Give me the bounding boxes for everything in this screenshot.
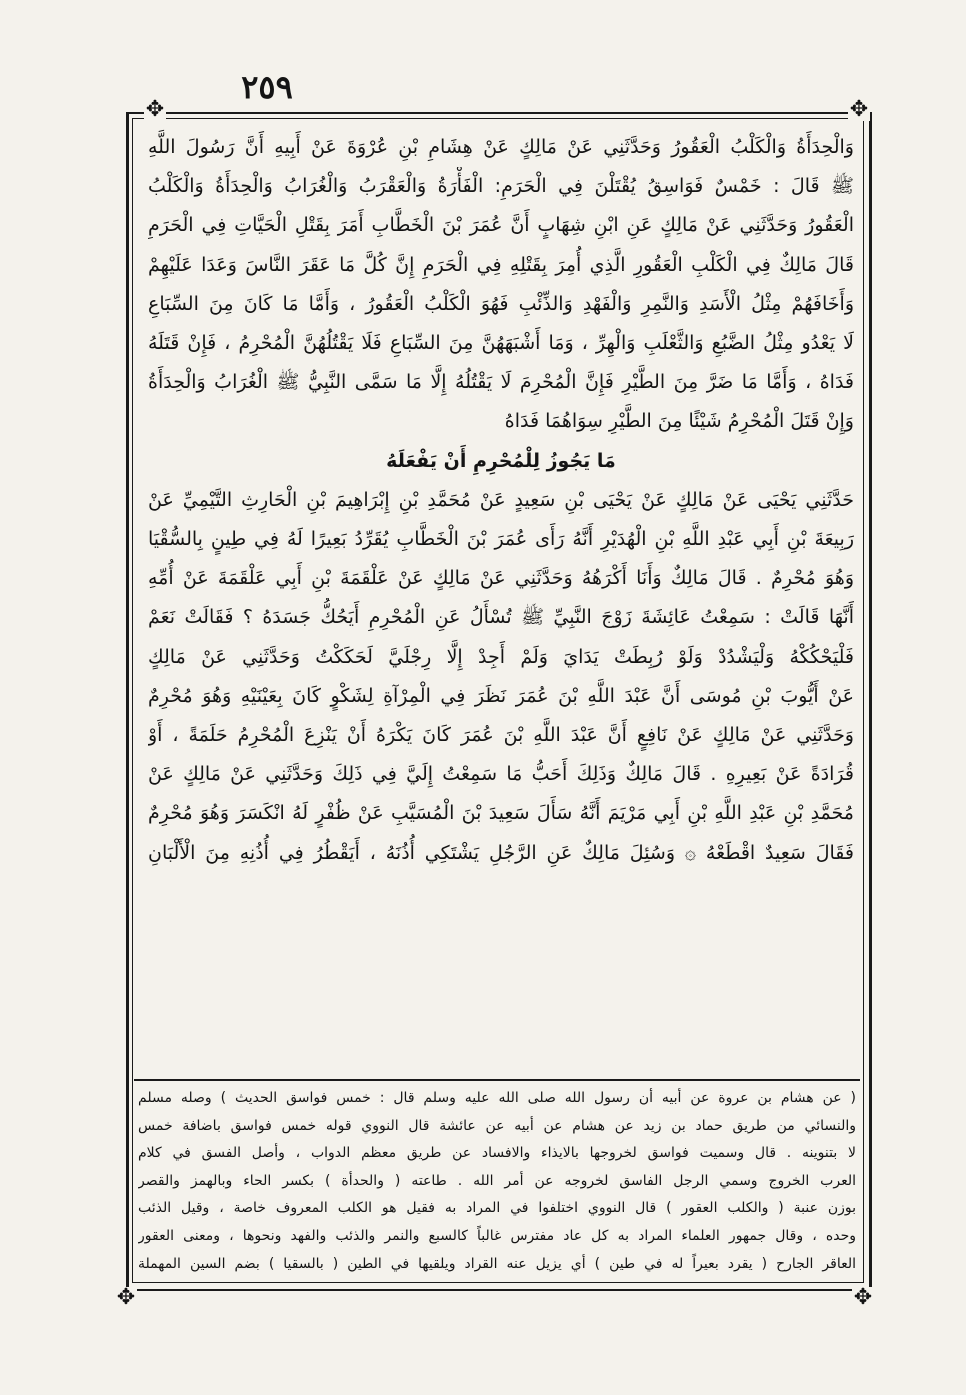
text-line: ﷺ قَالَ : خَمْسٌ فَوَاسِقُ يُقْتَلْنَ فِي الْحَرَمِ: الْفَأْرَةُ وَالْعَقْرَبُ وَالْغُرَابُ وَالْحِدَأَةُ وَالْكَلْبُ [148, 175, 854, 198]
text-line: فَقَالَ سَعِيدٌ اقْطَعْهُ ۞ وَسُئِلَ مَالِكٌ عَنِ الرَّجُلِ يَشْتَكِي أُذُنَهُ ، أَيَقْطُرُ فِي أُذُنِهِ مِنَ الْأَلْبَانِ [148, 841, 854, 864]
text-line: رَبِيعَةَ بْنِ أَبِي عَبْدِ اللَّهِ بْنِ الْهُدَيْرِ أَنَّهُ رَأَى عُمَرَ بْنَ الْخَطَّابِ يُقَرِّدُ بَعِيرًا لَهُ فِي طِينٍ بِالسُّقْيَا [148, 528, 854, 551]
corner-ornament-icon: ✥ [116, 1285, 136, 1310]
text-line: حَدَّثَنِي يَحْيَى عَنْ مَالِكٍ عَنْ يَحْيَى بْنِ سَعِيدٍ عَنْ مُحَمَّدِ بْنِ إِبْرَاهِيمَ بْنِ الْحَارِثِ التَّيْمِيِّ عَنْ [148, 488, 854, 511]
text-line: وَإِنْ قَتَلَ الْمُحْرِمُ شَيْئًا مِنَ الطَّيْرِ سِوَاهُمَا فَدَاهُ [504, 410, 854, 433]
text-line: فَدَاهُ ، وَأَمَّا مَا ضَرَّ مِنَ الطَّيْرِ فَإِنَّ الْمُحْرِمَ لَا يَقْتُلُهُ إِلَّا مَا سَمَّى النَّبِيُّ ﷺ الْغُرَابُ وَالْحِدَأَةُ [148, 371, 854, 394]
footnote-divider [134, 1079, 860, 1081]
main-text [148, 128, 854, 873]
text-line: فَلْيَحْكُكْهُ وَلْيَشْدُدْ وَلَوْ رُبِطَتْ يَدَايَ وَلَمْ أَجِدْ إِلَّا رِجْلَيَّ لَحَكَكْتُ وَحَدَّثَنِي عَنْ مَالِكٍ [148, 645, 854, 668]
text-line: الْعَقُورُ وَحَدَّثَنِي عَنْ مَالِكٍ عَنِ ابْنِ شِهَابٍ أَنَّ عُمَرَ بْنَ الْخَطَّابِ أَمَرَ بِقَتْلِ الْحَيَّاتِ فِي الْحَرَمِ [148, 214, 854, 237]
footnote-line: وحده ، وقال جمهور العلماء المراد به كل عاد مفترس غالباً كالسبع والنمر والذئب والفهد ونحوها ، ومعنى العقور [138, 1227, 856, 1244]
corner-ornament-icon: ✥ [145, 97, 165, 122]
footnote-line: والنسائي من طريق حماد بن زيد عن هشام عن أبيه عن عائشة قال النووي قوله خمس فواسق باضافة خمس [138, 1117, 856, 1134]
footnote-line: العرب الخروج وسمي الرجل الفاسق لخروجه عن أمر الله . طاعته ( والحدأة ) بكسر الحاء وبالهمز والقصر [138, 1172, 856, 1189]
text-line: قَالَ مَالِكٌ فِي الْكَلْبِ الْعَقُورِ الَّذِي أُمِرَ بِقَتْلِهِ فِي الْحَرَمِ إِنَّ كُلَّ مَا عَقَرَ النَّاسَ وَعَدَا عَلَيْهِمْ [148, 253, 854, 276]
footnotes [138, 1085, 856, 1278]
text-line: وَهُوَ مُحْرِمٌ . قَالَ مَالِكٌ وَأَنَا أَكْرَهُهُ وَحَدَّثَنِي عَنْ مَالِكٍ عَنْ عَلْقَمَةَ بْنِ أَبِي عَلْقَمَةَ عَنْ أُمِّهِ [148, 567, 854, 590]
footnote-line: لا بتنوينه . قال وسميت فواسق لخروجها بالايذاء والافساد عن طريق معظم الدواب ، وأصل الفسق في كلام [138, 1145, 856, 1162]
text-line: لَا يَعْدُو مِثْلُ الضَّبُعِ وَالثَّعْلَبِ وَالْهِرِّ ، وَمَا أَشْبَهَهُنَّ مِنَ السِّبَاعِ فَلَا يَقْتُلُهُنَّ الْمُحْرِمُ ، فَإِنْ قَتَلَهُ [148, 332, 854, 355]
footnote-line: ( عن هشام بن عروة عن أبيه أن رسول الله صلى الله عليه وسلم قال : خمس فواسق الحديث ) وصله مسلم [138, 1090, 856, 1106]
page-number: ٢٥٩ [241, 68, 293, 106]
text-line: مُحَمَّدِ بْنِ عَبْدِ اللَّهِ بْنِ أَبِي مَرْيَمَ أَنَّهُ سَأَلَ سَعِيدَ بْنَ الْمُسَيَّبِ عَنْ ظُفْرٍ لَهُ انْكَسَرَ وَهُوَ مُحْرِمٌ [148, 802, 854, 825]
footnote-line: العاقر الجارح ( يقرد بعيراً له في طين ) أي يزيل عنه القراد ويلقيها في الطين ( بالسقيا ) بضم السين المهملة [138, 1255, 856, 1272]
section-heading: مَا يَجُوزُ لِلْمُحْرِمِ أَنْ يَفْعَلَهُ [386, 449, 616, 472]
text-line: عَنْ أَيُّوبَ بْنِ مُوسَى أَنَّ عَبْدَ اللَّهِ بْنَ عُمَرَ نَظَرَ فِي الْمِرْآةِ لِشَكْوٍ كَانَ بِعَيْنَيْهِ وَهُوَ مُحْرِمٌ [148, 684, 854, 707]
text-line: وَأَخَافَهُمْ مِثْلُ الْأَسَدِ وَالنَّمِرِ وَالْفَهْدِ وَالذِّئْبِ فَهُوَ الْكَلْبُ الْعَقُورُ ، وَأَمَّا مَا كَانَ مِنَ السِّبَاعِ [148, 292, 854, 315]
footnote-line: بوزن عنبة ( والكلب العقور ) قال النووي اختلفوا في المراد به فقيل هو الكلب المعروف خاصة ، وقيل الذئب [138, 1200, 856, 1217]
text-line: وَالْحِدَأَةُ وَالْكَلْبُ الْعَقُورُ وَحَدَّثَنِي عَنْ مَالِكٍ عَنْ هِشَامِ بْنِ عُرْوَةَ عَنْ أَبِيهِ أَنَّ رَسُولَ اللَّهِ [148, 136, 854, 158]
text-line: قُرَادَةً عَنْ بَعِيرِهِ . قَالَ مَالِكٌ وَذَلِكَ أَحَبُّ مَا سَمِعْتُ إِلَيَّ فِي ذَلِكَ وَحَدَّثَنِي عَنْ مَالِكٍ عَنْ [148, 763, 854, 786]
text-line: وَحَدَّثَنِي عَنْ مَالِكٍ عَنْ نَافِعٍ أَنَّ عَبْدَ اللَّهِ بْنَ عُمَرَ كَانَ يَكْرَهُ أَنْ يَنْزِعَ الْمُحْرِمُ حَلَمَةً ، أَوْ [148, 724, 854, 747]
text-line: أَنَّهَا قَالَتْ : سَمِعْتُ عَائِشَةَ زَوْجَ النَّبِيِّ ﷺ تُسْأَلُ عَنِ الْمُحْرِمِ أَيَحُكُّ جَسَدَهُ ؟ فَقَالَتْ نَعَمْ [148, 606, 854, 629]
corner-ornament-icon: ✥ [853, 1285, 873, 1310]
corner-ornament-icon: ✥ [849, 97, 869, 122]
